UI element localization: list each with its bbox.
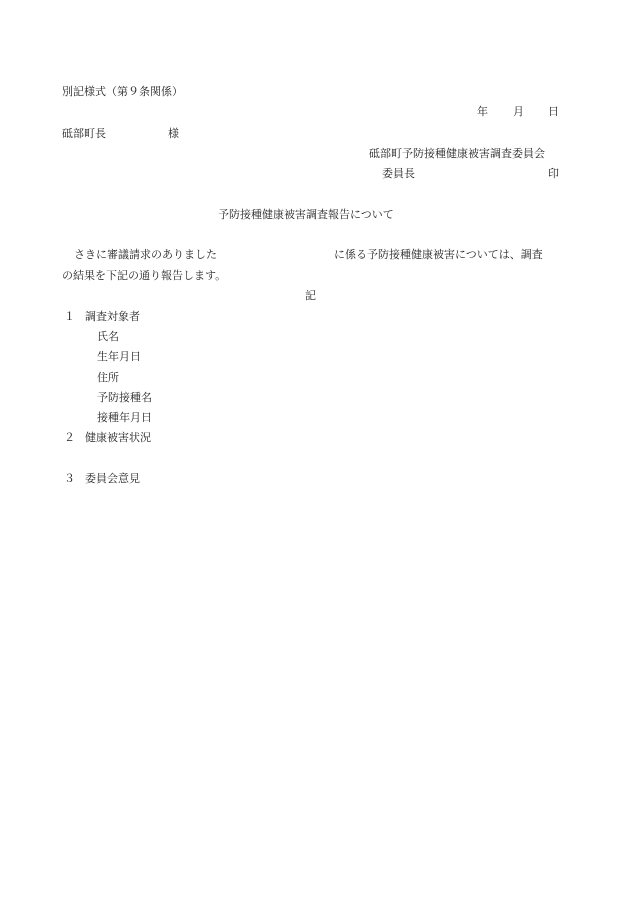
item-vaccination-date: 接種年月日 <box>97 411 152 424</box>
section-1-label: 調査対象者 <box>85 310 140 323</box>
date-day: 日 <box>548 105 559 118</box>
item-address: 住所 <box>97 371 119 384</box>
item-name: 氏名 <box>97 330 119 343</box>
section-3-number: ３ <box>64 472 75 485</box>
ki-label: 記 <box>305 289 316 302</box>
section-1-number: １ <box>64 310 75 323</box>
form-label: 別記様式（第９条関係） <box>62 85 183 98</box>
body-line2: の結果を下記の通り報告します。 <box>62 269 227 282</box>
item-vaccine-name: 予防接種名 <box>97 391 152 404</box>
sender-organization: 砥部町予防接種健康被害調査委員会 <box>369 147 545 160</box>
addressee-name: 砥部町長 <box>62 127 106 140</box>
section-2-label: 健康被害状況 <box>85 431 151 444</box>
date-month: 月 <box>513 105 524 118</box>
sender-seal: 印 <box>548 167 559 180</box>
addressee-honorific: 様 <box>168 127 179 140</box>
document-title: 予防接種健康被害調査報告について <box>218 208 394 221</box>
section-2-number: ２ <box>64 431 75 444</box>
sender-chair: 委員長 <box>382 167 415 180</box>
section-3-label: 委員会意見 <box>85 472 140 485</box>
date-year: 年 <box>477 105 488 118</box>
item-birthdate: 生年月日 <box>97 350 141 363</box>
body-line1-part2: に係る予防接種健康被害については、調査 <box>334 248 543 261</box>
body-line1-part1: さきに審議請求のありました <box>74 248 217 261</box>
